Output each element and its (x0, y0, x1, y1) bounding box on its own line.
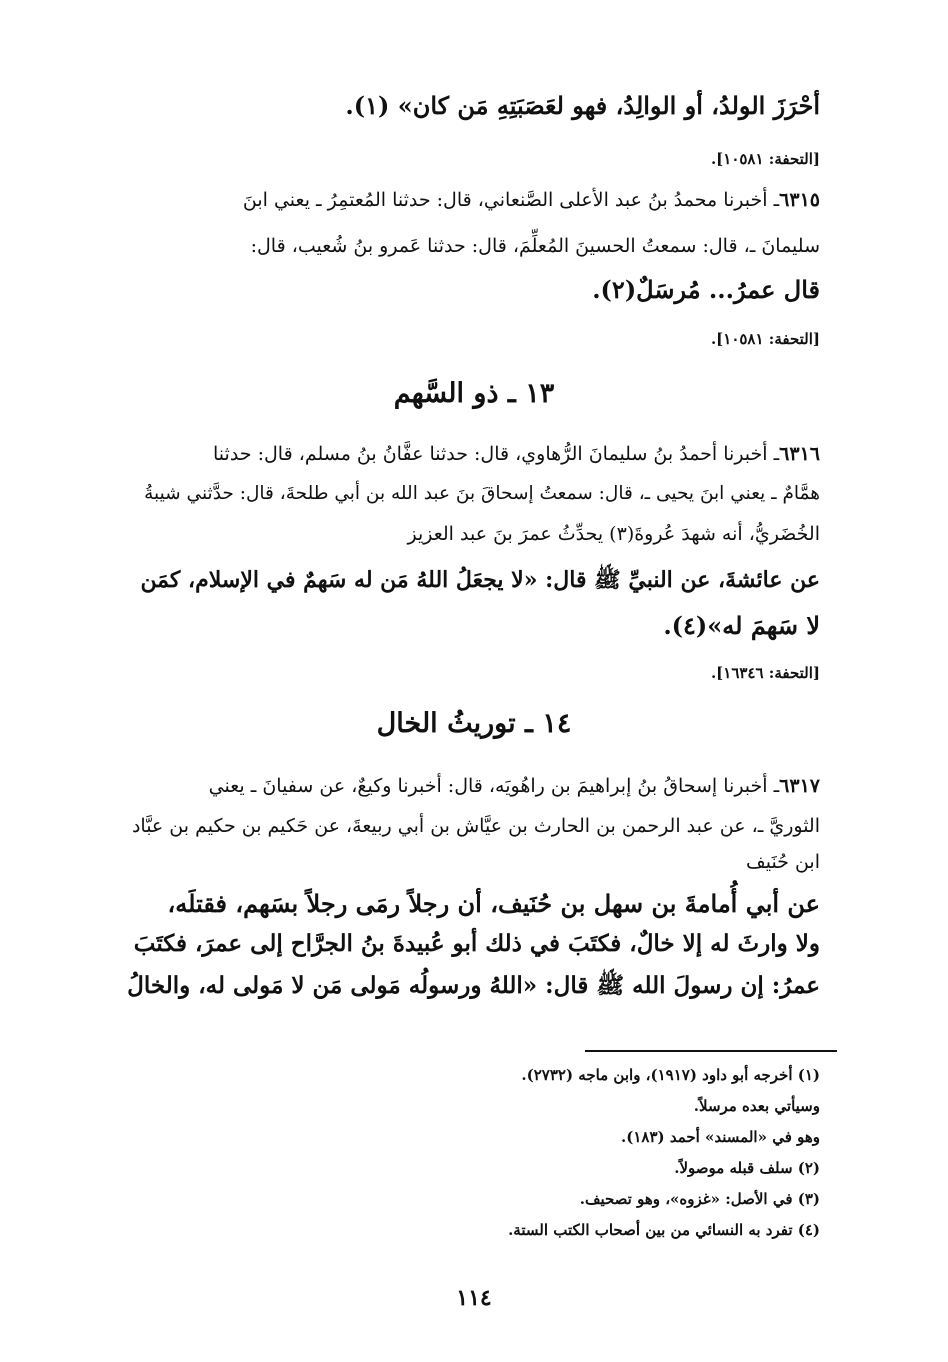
hadith-6317-line-3: ابن حُنَيف (746, 851, 820, 873)
hadith-6315-line-2: سليمانَ ـ، قال: سمعتُ الحسينَ المُعلِّمَ، قال: حدثنا عَمرو بنُ شُعيب، قال: (250, 235, 820, 257)
hadith-6316-line-2: همَّامٌ ـ يعني ابنَ يحيى ـ، قال: سمعتُ إسحاقَ بنَ عبد الله بن أبي طلحةَ، قال: حدَّثني شيبةُ (144, 483, 820, 504)
hadith-6317-line-2: الثوريَّ ـ، عن عبد الرحمن بن الحارث بن عيَّاش بن أبي ربيعةَ، عن حَكيم بن حكيم بن عبَّاد (131, 815, 820, 837)
tuhfa-reference-3: [التحفة: ١٦٣٤٦]. (710, 664, 820, 682)
tuhfa-reference-2: [التحفة: ١٠٥٨١]. (710, 330, 820, 348)
hadith-6317-line-4: عن أبي أُمامةَ بن سهل بن حُنَيف، أن رجلاً رمَى رجلاً بسَهم، فقتلَه، (167, 889, 820, 918)
hadith-6317-line-1: ٦٣١٧ـ أخبرنا إسحاقُ بنُ إبراهيمَ بن راهُويَه، قال: أخبرنا وكيعٌ، عن سفيانَ ـ يعني (208, 775, 820, 797)
section-heading-13: ١٣ ـ ذو السَّهم (393, 378, 555, 409)
footnote-separator (585, 1050, 837, 1052)
page-number: ١١٤ (456, 1285, 492, 1311)
hadith-number: ٦٣١٦ (779, 443, 820, 465)
footnote-line: (٣) في الأصل: «غزوه»، وهو تصحيف. (579, 1190, 820, 1208)
hadith-6315-line-3: قال عمرُ... مُرسَلٌ(٢). (592, 275, 820, 304)
hadith-number: ٦٣١٥ (779, 189, 820, 211)
footnote-line: وسيأتي بعده مرسلاً. (693, 1097, 820, 1115)
footnote-line: (١) أخرجه أبو داود (١٩١٧)، وابن ماجه (٢٧٣٢). (521, 1066, 820, 1084)
footnote-line: (٢) سلف قبله موصولاً. (674, 1159, 820, 1177)
hadith-6316-line-1: ٦٣١٦ـ أخبرنا أحمدُ بنُ سليمانَ الرُّهاوي، قال: حدثنا عفَّانُ بنُ مسلم، قال: حدثنا (213, 443, 820, 465)
hadith-6316-line-5: لا سَهمَ له»(٤). (663, 611, 820, 640)
hadith-6316-line-3: الخُضَريُّ، أنه شهدَ عُروةَ(٣) يحدِّثُ عمرَ بنَ عبد العزيز (407, 523, 820, 545)
hadith-6317-line-5: ولا وارثَ له إلا خالٌ، فكتَبَ في ذلك أبو عُبيدةَ بنُ الجرَّاح إلى عمرَ، فكتَبَ (133, 930, 820, 957)
footnotes (300, 1060, 820, 1246)
footnote-line: (٤) تفرد به النسائي من بين أصحاب الكتب الستة. (508, 1221, 820, 1239)
opening-line: أحْرَزَ الولدُ، أو الوالِدُ، فهو لعَصَبَتِهِ مَن كان» (١). (345, 91, 820, 120)
hadith-6315-line-1: ٦٣١٥ـ أخبرنا محمدُ بنُ عبد الأعلى الصَّنعاني، قال: حدثنا المُعتمِرُ ـ يعني ابنَ (242, 189, 820, 211)
hadith-number: ٦٣١٧ (779, 775, 820, 797)
tuhfa-reference-1: [التحفة: ١٠٥٨١]. (710, 150, 820, 168)
footnote-line: وهو في «المسند» أحمد (١٨٣). (621, 1128, 820, 1146)
hadith-6316-line-4: عن عائشةَ، عن النبيِّ ﷺ قال: «لا يجعَلُ اللهُ مَن له سَهمٌ في الإسلام، كمَن (140, 567, 820, 593)
hadith-6317-line-6: عمرُ: إن رسولَ الله ﷺ قال: «اللهُ ورسولُه مَولى مَن لا مَولى له، والخالُ (127, 972, 820, 999)
section-heading-14: ١٤ ـ توريثُ الخال (376, 708, 572, 739)
